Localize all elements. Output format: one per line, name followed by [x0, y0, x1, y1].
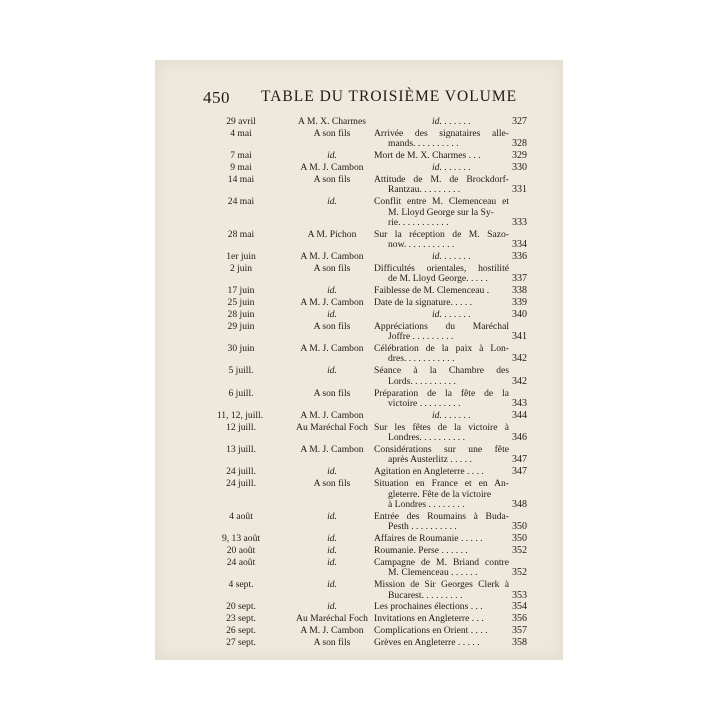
toc-entry — [155, 286, 563, 297]
entry-subject — [374, 175, 509, 196]
subject-line: Joffre . . . . . . . . . — [388, 332, 454, 343]
toc-entry — [155, 602, 563, 613]
subject-line: à Londres . . . . . . . . — [388, 500, 465, 510]
entry-date: 2 juin — [229, 262, 253, 274]
entry-subject — [374, 264, 509, 285]
subject-line: victoire . . . . . . . . . — [388, 399, 461, 409]
page-title: TABLE DU TROISIÈME VOLUME — [261, 88, 518, 105]
entry-page-number: 350 — [512, 521, 527, 533]
entry-date: 24 mai — [227, 196, 255, 207]
entry-subject — [374, 298, 509, 309]
entry-page-number: 328 — [512, 138, 527, 150]
toc-entry — [155, 151, 563, 162]
entry-recipient: id. — [327, 150, 337, 162]
entry-recipient: id. — [327, 196, 337, 207]
subject-line: Sur la réception de M. Sazo- — [374, 229, 509, 240]
entry-page-number: 338 — [512, 285, 527, 297]
entry-subject — [374, 445, 509, 466]
entry-recipient: A M. J. Cambon — [300, 251, 364, 263]
subject-line: Appréciations du Maréchal — [374, 321, 509, 332]
entry-recipient: A son fils — [313, 262, 351, 274]
entry-date: 24 juill. — [226, 466, 256, 478]
book-page — [155, 60, 563, 660]
toc-entry — [155, 638, 563, 649]
entry-subject — [374, 366, 509, 387]
subject-line: Complications en Orient . . . . — [374, 625, 488, 636]
entry-date: 28 juin — [227, 308, 255, 320]
toc-entry — [155, 614, 563, 625]
entry-recipient: A M. J. Cambon — [300, 443, 364, 455]
entry-date: 14 mai — [227, 173, 255, 185]
entry-recipient: id. — [327, 285, 337, 297]
entry-subject — [374, 546, 509, 557]
subject-line: Bucarest. . . . . . . . . — [388, 590, 463, 601]
entry-recipient: A son fils — [313, 320, 351, 332]
entry-recipient: id. — [327, 601, 337, 613]
toc-entry — [155, 467, 563, 478]
toc-entry — [155, 322, 563, 343]
entry-page-number: 348 — [512, 499, 527, 510]
entry-date: 5 juill. — [228, 365, 254, 377]
entry-subject — [374, 467, 509, 478]
entry-date: 30 juin — [227, 342, 255, 354]
entry-page-number: 357 — [512, 624, 527, 636]
entry-page-number: 339 — [512, 297, 527, 308]
entry-page-number: 350 — [512, 533, 527, 545]
toc-entry — [155, 512, 563, 533]
entry-subject — [374, 117, 509, 128]
subject-line: Situation en France et en An- — [374, 479, 509, 489]
entry-date: 28 mai — [227, 228, 255, 240]
subject-line: Affaires de Roumanie . . . . . — [374, 534, 483, 545]
entry-date: 24 juill. — [226, 478, 256, 489]
entry-subject — [374, 252, 509, 263]
entry-recipient: id. — [327, 308, 337, 320]
entry-page-number: 341 — [512, 331, 527, 343]
toc-entry — [155, 546, 563, 557]
entry-subject — [374, 534, 509, 545]
entry-date: 1er juin — [226, 251, 256, 263]
entry-subject — [374, 389, 509, 410]
subject-line: Lords. . . . . . . . . . — [388, 376, 456, 387]
entry-subject — [374, 558, 509, 579]
entry-recipient: id. — [327, 466, 337, 478]
subject-line: Préparation de la fête de la — [374, 388, 509, 399]
entry-date: 6 juill. — [228, 387, 254, 399]
toc-entry — [155, 423, 563, 444]
entry-recipient: A M. Pichon — [307, 228, 357, 240]
subject-line: rie. . . . . . . . . . . — [388, 218, 449, 228]
entry-date: 29 avril — [226, 116, 256, 127]
toc-entry — [155, 626, 563, 637]
subject-line: Sur les fêtes de la victoire à — [374, 422, 509, 433]
toc-entry — [155, 129, 563, 150]
entry-subject — [374, 614, 509, 625]
subject-line: Mort de M. X. Charmes . . . — [374, 151, 481, 162]
subject-line: Mission de Sir Georges Clerk à — [374, 580, 509, 590]
entry-date: 4 mai — [230, 127, 252, 139]
subject-line: Attitude de M. de Brockdorf- — [374, 174, 509, 185]
entry-page-number: 336 — [512, 251, 527, 263]
entry-date: 29 juin — [227, 320, 255, 332]
entry-recipient: A son fils — [313, 173, 351, 185]
subject-line: id. . . . . . . — [432, 162, 471, 173]
toc-entry — [155, 389, 563, 410]
entry-date: 24 août — [226, 556, 256, 568]
entry-date: 4 sept. — [228, 579, 254, 590]
entry-page-number: 352 — [512, 544, 527, 556]
entry-page-number: 337 — [512, 273, 527, 285]
subject-line: id. . . . . . . — [432, 410, 471, 421]
subject-line: de M. Lloyd George. . . . . — [388, 274, 488, 285]
subject-line: dres. . . . . . . . . . . — [388, 354, 455, 365]
toc-entry — [155, 230, 563, 251]
entry-page-number: 353 — [512, 589, 527, 601]
entry-date: 9, 13 août — [221, 533, 261, 545]
entry-subject — [374, 638, 509, 649]
entry-subject — [374, 580, 509, 601]
entry-subject — [374, 197, 509, 229]
subject-line: id. . . . . . . — [432, 309, 471, 320]
entry-page-number: 352 — [512, 567, 527, 579]
entry-page-number: 342 — [512, 375, 527, 387]
entry-recipient: A son fils — [313, 387, 351, 399]
entry-date: 7 mai — [230, 150, 252, 162]
subject-line: Conflit entre M. Clemenceau et — [374, 197, 509, 207]
entry-date: 12 juill. — [226, 421, 256, 433]
entry-subject — [374, 310, 509, 321]
entry-recipient: A M. J. Cambon — [300, 624, 364, 636]
entry-page-number: 358 — [512, 636, 527, 648]
entry-recipient: A M. J. Cambon — [300, 409, 364, 421]
subject-line: Séance à la Chambre des — [374, 366, 509, 377]
toc-entry — [155, 197, 563, 229]
entry-date: 17 juin — [227, 285, 255, 297]
entry-page-number: 331 — [512, 184, 527, 196]
entry-date: 9 mai — [230, 161, 252, 173]
entry-page-number: 342 — [512, 353, 527, 365]
entry-subject — [374, 626, 509, 637]
entry-page-number: 329 — [512, 150, 527, 162]
toc-entry — [155, 264, 563, 285]
toc-entry — [155, 366, 563, 387]
entry-date: 26 sept. — [226, 624, 256, 636]
entry-recipient: id. — [327, 579, 337, 590]
toc-entry — [155, 117, 563, 128]
toc-entry — [155, 163, 563, 174]
toc-entry — [155, 175, 563, 196]
entry-page-number: 356 — [512, 613, 527, 625]
entry-date: 4 août — [229, 510, 253, 522]
subject-line: Entrée des Roumains à Buda- — [374, 511, 509, 522]
subject-line: Difficultés orientales, hostilité — [374, 263, 509, 274]
subject-line: Agitation en Angleterre . . . . — [374, 467, 484, 478]
subject-line: id. . . . . . . — [432, 252, 471, 263]
entry-subject — [374, 230, 509, 251]
entry-page-number: 347 — [512, 466, 527, 478]
entry-subject — [374, 344, 509, 365]
subject-line: gleterre. Fête de la victoire — [388, 489, 492, 500]
entry-recipient: id. — [327, 533, 337, 545]
entry-page-number: 347 — [512, 454, 527, 466]
subject-line: Date de la signature. . . . . — [374, 298, 473, 308]
subject-line: Les prochaines élections . . . — [374, 602, 483, 613]
entry-recipient: A M. J. Cambon — [300, 161, 364, 173]
subject-line: Considérations sur une fête — [374, 444, 509, 455]
entry-date: 23 sept. — [226, 613, 256, 625]
entry-page-number: 330 — [512, 161, 527, 173]
entry-subject — [374, 151, 509, 162]
subject-line: Campagne de M. Briand contre — [374, 557, 509, 568]
entry-recipient: A M. J. Cambon — [300, 342, 364, 354]
entry-recipient: A son fils — [313, 636, 351, 648]
entry-subject — [374, 129, 509, 150]
subject-line: M. Clemenceau . . . . . . — [388, 568, 478, 579]
subject-line: Pesth . . . . . . . . . . — [388, 522, 457, 533]
subject-line: Arrivée des signataires alle- — [374, 128, 509, 139]
entry-page-number: 333 — [512, 217, 527, 228]
entry-page-number: 327 — [512, 116, 527, 127]
subject-line: M. Lloyd George sur la Sy- — [388, 207, 494, 218]
subject-line: mands. . . . . . . . . . — [388, 139, 459, 150]
entry-date: 20 août — [226, 544, 256, 556]
subject-line: Londres. . . . . . . . . . — [388, 433, 466, 444]
entry-date: 20 sept. — [226, 601, 256, 613]
entry-page-number: 340 — [512, 308, 527, 320]
subject-line: Faiblesse de M. Clemenceau . — [374, 286, 490, 297]
subject-line: Invitations en Angleterre . . . — [374, 614, 484, 625]
entry-subject — [374, 322, 509, 343]
subject-line: Rantzau. . . . . . . . . — [388, 185, 461, 196]
subject-line: id. . . . . . . — [432, 117, 471, 127]
toc-entry — [155, 580, 563, 601]
entry-date: 27 sept. — [226, 636, 256, 648]
entry-page-number: 344 — [512, 409, 527, 421]
entry-recipient: Au Maréchal Foch — [296, 613, 368, 625]
toc-entry — [155, 479, 563, 511]
entry-subject — [374, 286, 509, 297]
toc-entry — [155, 310, 563, 321]
page-header — [203, 88, 533, 108]
entry-subject — [374, 479, 509, 511]
toc-entry — [155, 411, 563, 422]
entry-subject — [374, 602, 509, 613]
entry-date: 25 juin — [227, 297, 255, 308]
toc-entry — [155, 445, 563, 466]
entry-recipient: A M. X. Charmes — [298, 116, 366, 127]
subject-line: après Austerlitz . . . . . — [388, 455, 472, 466]
entry-recipient: id. — [327, 544, 337, 556]
subject-line: Célébration de la paix à Lon- — [374, 343, 509, 354]
entry-recipient: A M. J. Cambon — [300, 297, 364, 308]
entry-page-number: 354 — [512, 601, 527, 613]
toc-entry — [155, 558, 563, 579]
entry-subject — [374, 512, 509, 533]
toc-entry — [155, 344, 563, 365]
page-number: 450 — [203, 88, 230, 107]
entry-recipient: id. — [327, 556, 337, 568]
subject-line: now. . . . . . . . . . . — [388, 240, 455, 251]
toc-entry — [155, 534, 563, 545]
entry-recipient: id. — [327, 365, 337, 377]
entry-recipient: Au Maréchal Foch — [296, 421, 368, 433]
entry-recipient: A son fils — [313, 478, 351, 489]
entry-page-number: 334 — [512, 239, 527, 251]
subject-line: Roumanie. Perse . . . . . . — [374, 545, 468, 556]
subject-line: Grèves en Angleterre . . . . . — [374, 637, 480, 648]
entry-subject — [374, 411, 509, 422]
entry-date: 11, 12, juill. — [216, 409, 264, 421]
entry-subject — [374, 423, 509, 444]
entry-subject — [374, 163, 509, 174]
entry-recipient: id. — [327, 510, 337, 522]
entry-date: 13 juill. — [226, 443, 256, 455]
toc-entry — [155, 298, 563, 309]
entry-page-number: 343 — [512, 398, 527, 409]
toc-entry — [155, 252, 563, 263]
entry-page-number: 346 — [512, 432, 527, 444]
entry-recipient: A son fils — [313, 127, 351, 139]
